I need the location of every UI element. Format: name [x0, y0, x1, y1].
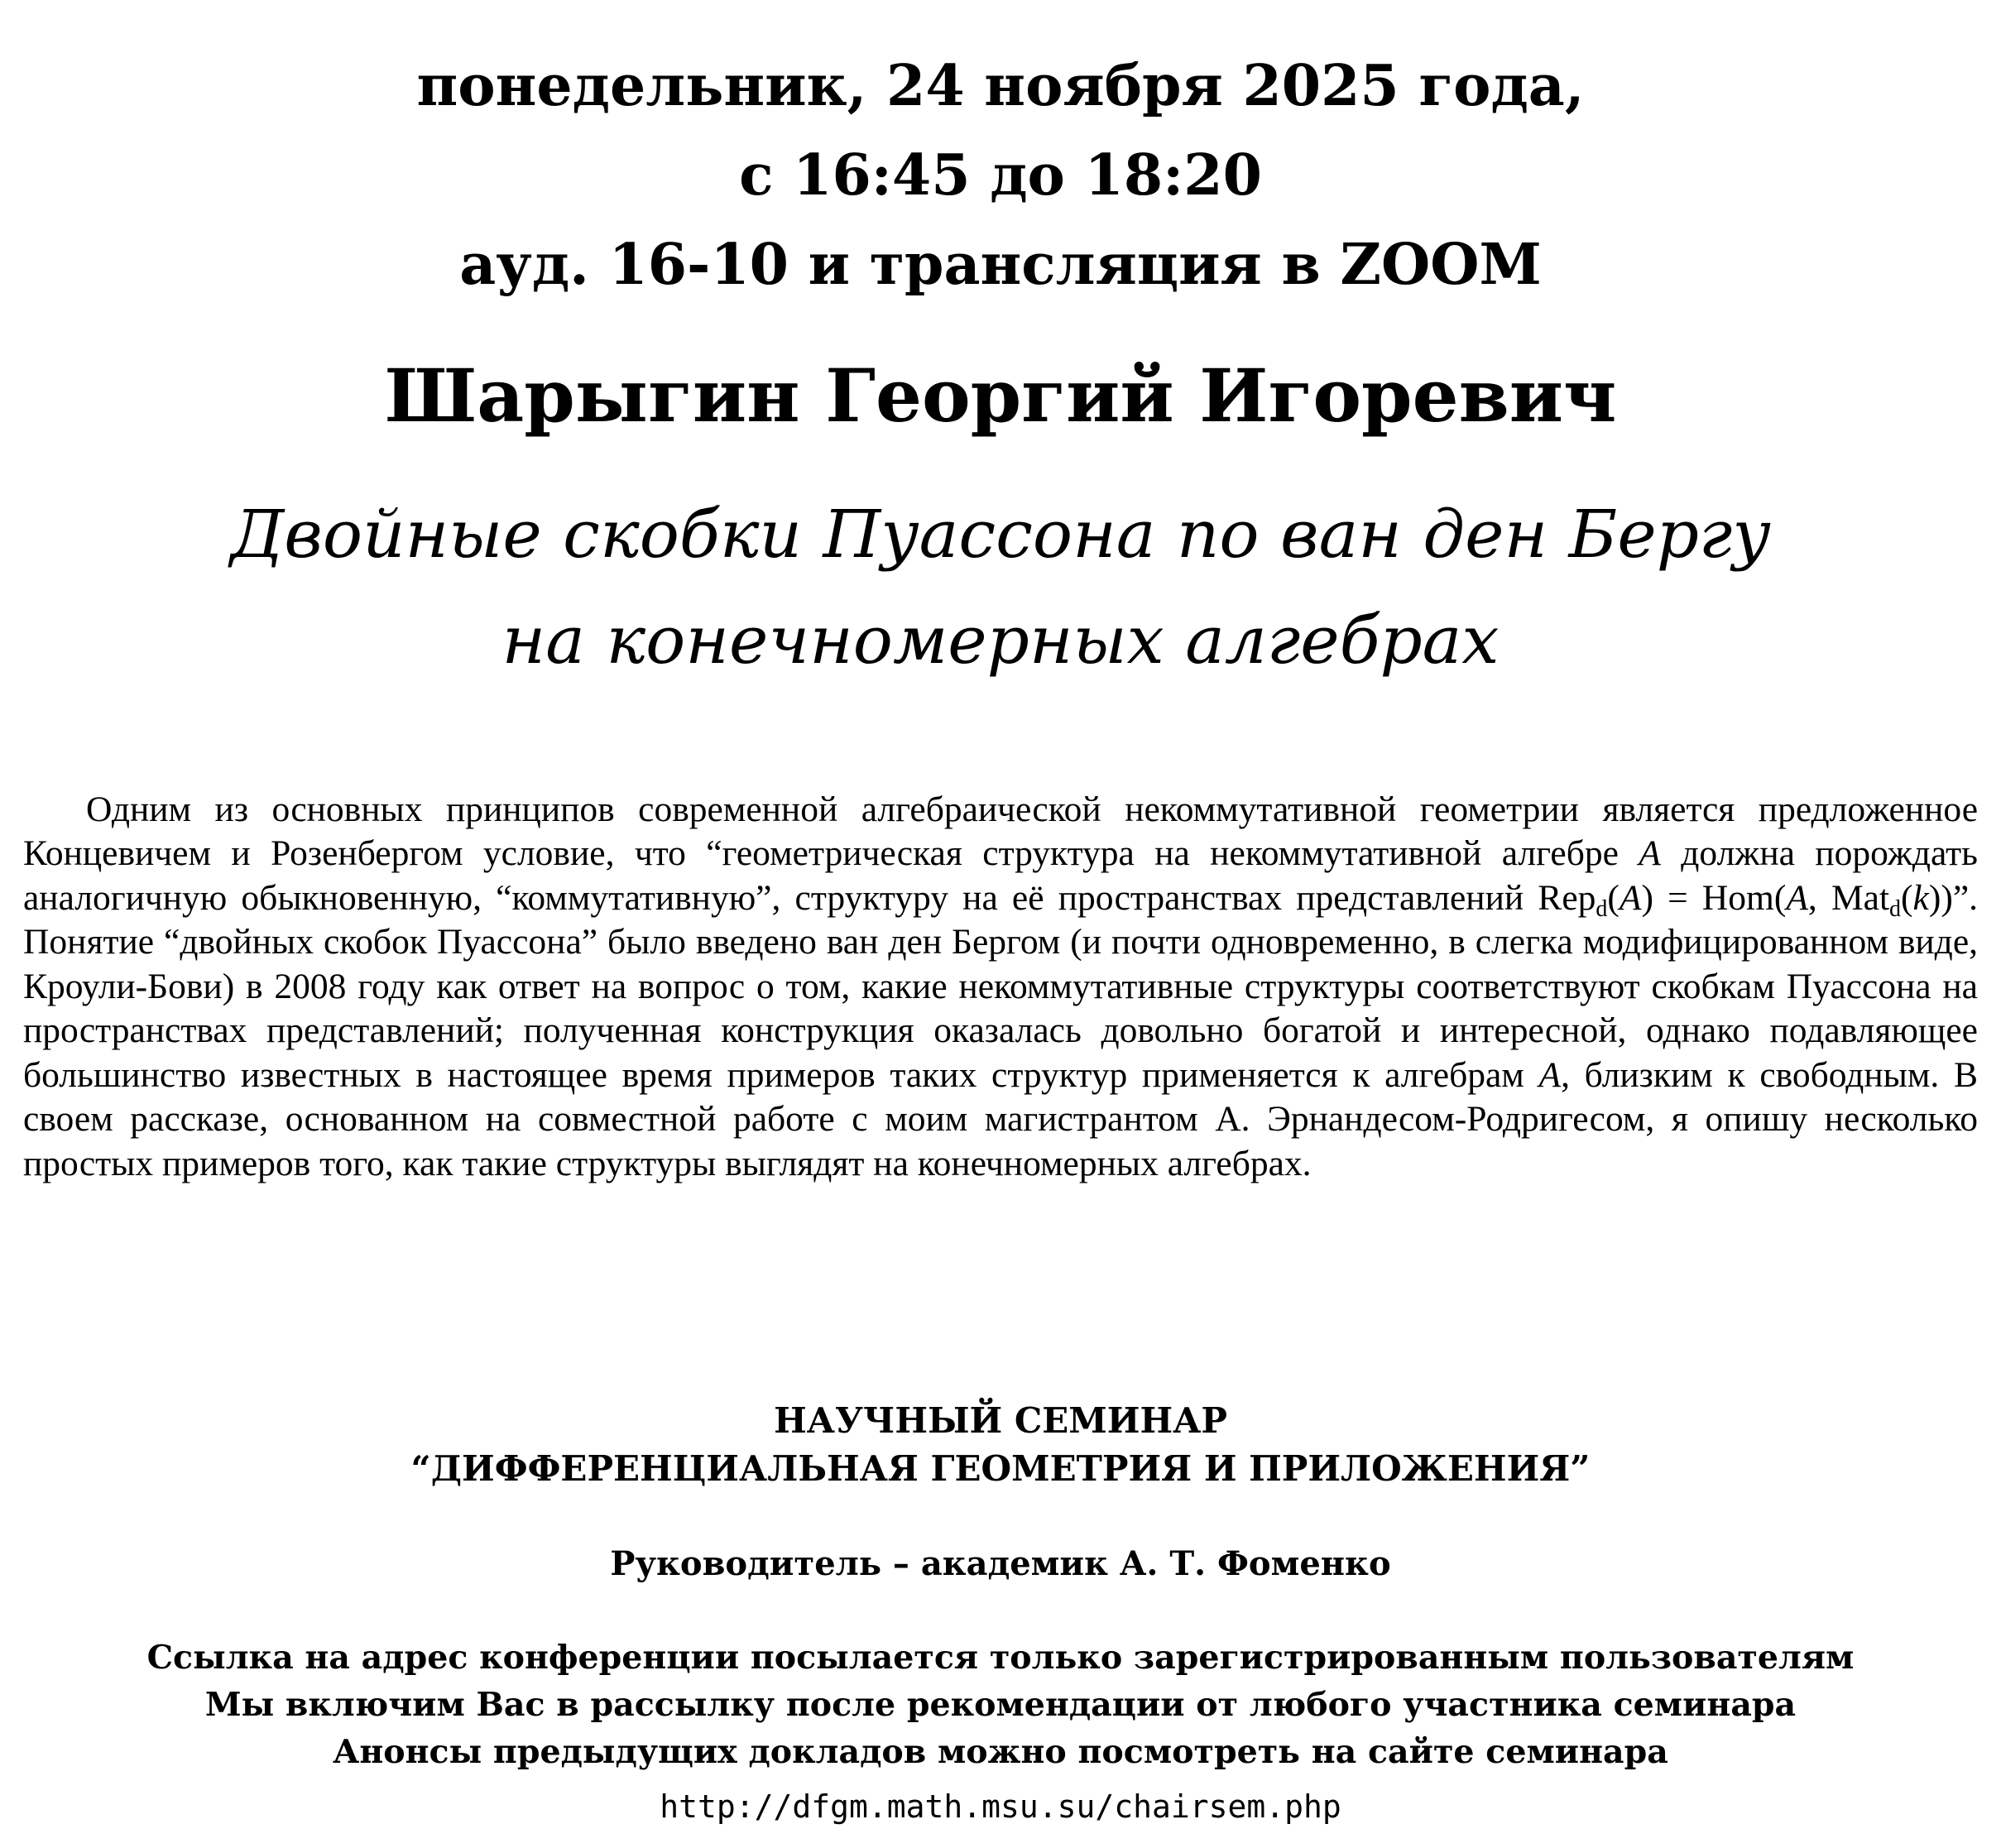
notes-block — [0, 1634, 2001, 1776]
abstract-part-6: ( — [1901, 877, 1913, 918]
abstract-part-5: , Mat — [1807, 877, 1890, 918]
seminar-head: Руководитель – академик А. Т. Фоменко — [610, 1544, 1391, 1583]
note-registration: Ссылка на адрес конференции посылается только зарегистрированным пользователям — [146, 1639, 1855, 1677]
talk-title-line-1: Двойные скобки Пуассона по ван ден Бергу — [230, 496, 1771, 573]
event-datetime-block — [0, 41, 2001, 310]
math-subscript-d: d — [1596, 895, 1608, 922]
note-mailing-list: Мы включим Вас в рассылку после рекомендации от любого участника семинара — [204, 1686, 1797, 1724]
math-var-a: A — [1786, 877, 1808, 918]
event-place: ауд. 16-10 и трансляция в ZOOM — [459, 232, 1542, 298]
abstract-text — [23, 788, 1978, 1187]
note-previous-talks: Анонсы предыдущих докладов можно посмотреть на сайте семинара — [333, 1733, 1668, 1771]
seminar-label: НАУЧНЫЙ СЕМИНАР — [774, 1400, 1227, 1441]
abstract-part-4: ) = Hom( — [1641, 877, 1787, 918]
math-var-k: k — [1912, 877, 1929, 918]
talk-title — [0, 482, 2001, 694]
seminar-name: “ДИФФЕРЕНЦИАЛЬНАЯ ГЕОМЕТРИЯ И ПРИЛОЖЕНИЯ” — [410, 1448, 1591, 1489]
math-var-a: A — [1639, 833, 1661, 873]
speaker-name: Шарыгин Георгий Игоревич — [384, 353, 1617, 439]
math-var-a: A — [1538, 1054, 1562, 1095]
talk-title-line-2: на конечномерных алгебрах — [501, 602, 1500, 679]
math-var-a: A — [1619, 877, 1642, 918]
event-time: с 16:45 до 18:20 — [739, 142, 1262, 209]
abstract-part-3: ( — [1607, 877, 1620, 918]
seminar-block — [0, 1397, 2001, 1493]
event-date: понедельник, 24 ноября 2025 года, — [416, 53, 1585, 119]
math-subscript-d: d — [1889, 895, 1902, 922]
abstract-part-8: , близким к свободным. В своем рассказе, основанном на совместной работе с моим магистрантом А. Эрнандесом-Родригесом, я опишу несколько простых примеров того, как такие структуры выглядят на конечномерных алгебрах. — [23, 1054, 1979, 1183]
abstract-part-1: Одним из основных принципов современной алгебраической некоммутативной геометрии является предложенное Концевичем и Розенбергом условие, что “геометрическая структура на некоммутативной алгебре — [23, 789, 1978, 873]
abstract-part-7: ))”. Понятие “двойных скобок Пуассона” было введено ван ден Бергом (и почти одновременно, в слегка модифицированном виде, Кроули-Бови) в 2008 году как ответ на вопрос о том, какие некоммутативные структуры соответствуют скобкам Пуассона на пространствах представлений; полученная конструкция оказалась довольно богатой и интересной, однако подавляющее большинство известных в настоящее время примеров таких структур применяется к алгебрам — [23, 877, 1978, 1095]
seminar-url[interactable]: http://dfgm.math.msu.su/chairsem.php — [660, 1788, 1341, 1825]
abstract-part-2: должна порождать аналогичную обыкновенную, “коммутативную”, структуру на её пространствах представлений Rep — [23, 833, 1978, 918]
